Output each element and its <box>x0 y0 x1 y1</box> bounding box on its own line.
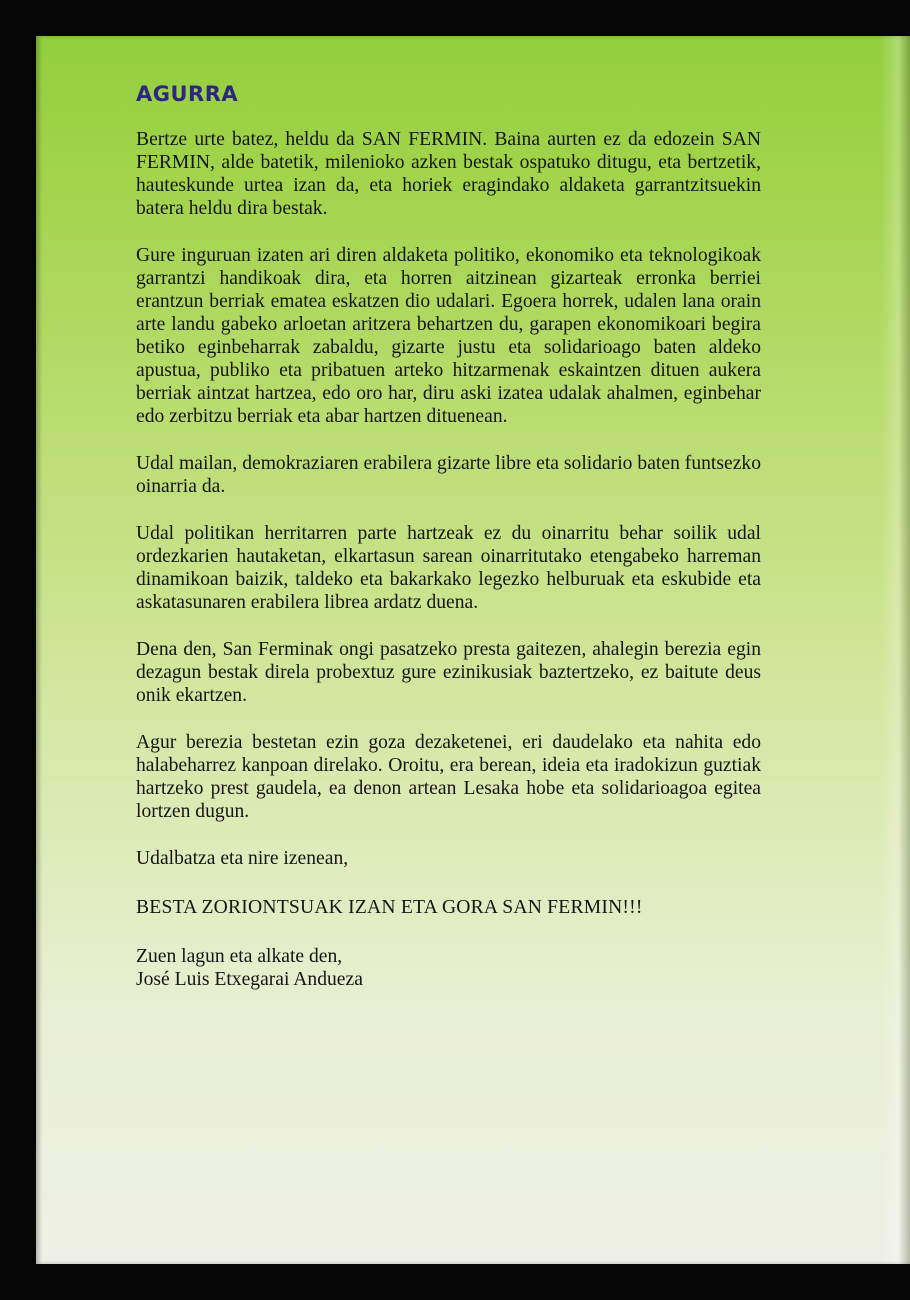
paragraph-4: Udal politikan herritarren parte hartzeak ez du oinarritu behar soilik udal ordezkarien hautaketan, elkartasun sarean oinarritutako etengabeko harreman dinamikoan baizik, taldeko eta bakarkako legezko helburuak eta eskubide eta askatasunaren erabilera librea ardatz duena. <box>136 523 761 613</box>
closing-line: Zuen lagun eta alkate den, <box>136 946 343 967</box>
letter-heading: AGURRA <box>136 82 239 106</box>
paragraph-2: Gure inguruan izaten ari diren aldaketa politiko, ekonomiko eta teknologikoak garrantzi handikoak dira, eta horren aitzinean gizarteak erronka berriei erantzun berriak ematea eskatzen dio udalari. Egoera horrek, udalen lana orain arte landu gabeko arloetan aritzera behartzen du, garapen ekonomikoari begira betiko eginbeharrak zabaldu, gizarte justu eta solidarioago baten aldeko apustua, publiko eta pribatuen arteko hitzarmenak eskaintzen dituen aukera berriak aintzat hartzea, edo oro har, diru aski izatea udalak ahalmen, eginbehar edo zerbitzu berriak eta abar hartzen dituenean. <box>136 245 761 427</box>
paragraph-3: Udal mailan, demokraziaren erabilera gizarte libre eta solidario baten funtsezko oinarria da. <box>136 453 761 497</box>
paragraph-1: Bertze urte batez, heldu da SAN FERMIN. Baina aurten ez da edozein SAN FERMIN, alde batetik, milenioko azken bestak ospatuko ditugu, eta bertzetik, hauteskunde urtea izan da, eta horiek eragindako aldaketa garrantzitsuekin batera heldu dira bestak. <box>136 129 761 219</box>
signatory-name: José Luis Etxegarai Andueza <box>136 969 363 990</box>
paragraph-6: Agur berezia bestetan ezin goza dezaketenei, eri daudelako eta nahita edo halabeharrez kanpoan direlako. Oroitu, era berean, ideia eta iradokizun guztiak hartzeko prest gaudela, ea denon artean Lesaka hobe eta solidarioagoa egitea lortzen dugun. <box>136 732 761 822</box>
paragraph-greeting: Udalbatza eta nire izenean, <box>136 848 349 869</box>
letter-content <box>136 80 761 1015</box>
paragraph-celebration: BESTA ZORIONTSUAK IZAN ETA GORA SAN FERMIN!!! <box>136 897 643 918</box>
signature-block <box>136 945 761 991</box>
paragraph-5: Dena den, San Ferminak ongi pasatzeko presta gaitezen, ahalegin berezia egin dezagun bestak direla probextuz gure ezinikusiak baztertzeko, ez baitute deus onik ekartzen. <box>136 639 761 706</box>
